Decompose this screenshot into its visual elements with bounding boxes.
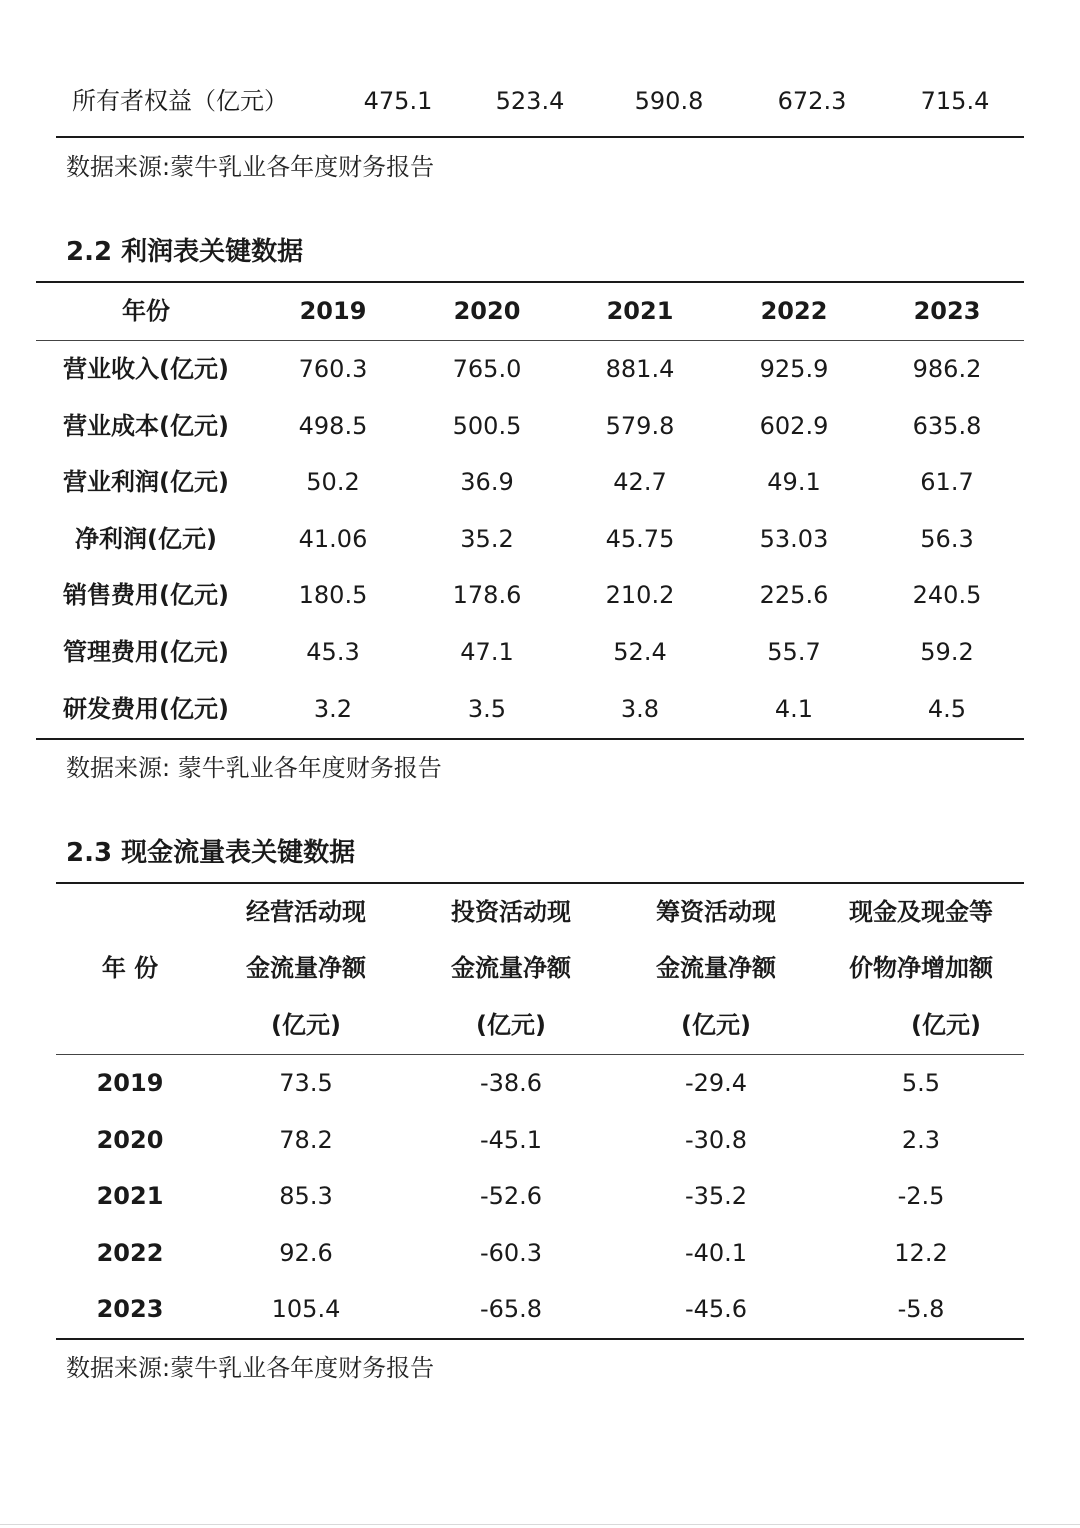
cashflow-cell: 12.2 bbox=[894, 1239, 948, 1267]
cashflow-header-year: 年 份 bbox=[101, 954, 159, 982]
income-cell: 4.5 bbox=[927, 695, 967, 723]
equity-table-bottom-rule bbox=[56, 136, 1024, 138]
cashflow-header-net-increase: (亿元) bbox=[911, 1011, 981, 1039]
income-cell: 635.8 bbox=[912, 412, 982, 440]
cashflow-row-year: 2020 bbox=[96, 1126, 164, 1154]
income-cell: 59.2 bbox=[920, 638, 974, 666]
cashflow-row-year: 2021 bbox=[96, 1182, 164, 1210]
income-cell: 180.5 bbox=[298, 581, 368, 609]
income-cell: 579.8 bbox=[605, 412, 675, 440]
cashflow-header-investing: 金流量净额 bbox=[451, 954, 571, 982]
cashflow-header-net-increase: 价物净增加额 bbox=[849, 954, 993, 982]
income-cell: 881.4 bbox=[605, 355, 675, 383]
cashflow-header-financing: 金流量净额 bbox=[656, 954, 776, 982]
income-cell: 3.8 bbox=[620, 695, 660, 723]
cashflow-cell: 85.3 bbox=[279, 1182, 333, 1210]
cashflow-cell: -35.2 bbox=[684, 1182, 748, 1210]
income-cell: 498.5 bbox=[298, 412, 368, 440]
income-cell: 52.4 bbox=[613, 638, 667, 666]
equity-value-2020: 523.4 bbox=[495, 87, 565, 115]
income-header-2019: 2019 bbox=[299, 297, 367, 325]
income-cell: 925.9 bbox=[759, 355, 829, 383]
income-table-top-rule bbox=[36, 281, 1024, 283]
cashflow-header-financing: 筹资活动现 bbox=[656, 898, 776, 926]
source-note-2: 数据来源: 蒙牛乳业各年度财务报告 bbox=[66, 754, 442, 782]
cashflow-cell: -29.4 bbox=[684, 1069, 748, 1097]
equity-value-2019: 475.1 bbox=[363, 87, 433, 115]
cashflow-table-bottom-rule bbox=[56, 1338, 1024, 1340]
cashflow-cell: -2.5 bbox=[897, 1182, 945, 1210]
cashflow-cell: -45.6 bbox=[684, 1295, 748, 1323]
cashflow-row-year: 2022 bbox=[96, 1239, 164, 1267]
cashflow-header-investing: 投资活动现 bbox=[451, 898, 571, 926]
income-cell: 602.9 bbox=[759, 412, 829, 440]
cashflow-header-net-increase: 现金及现金等 bbox=[849, 898, 993, 926]
cashflow-cell: -65.8 bbox=[479, 1295, 543, 1323]
income-cell: 55.7 bbox=[767, 638, 821, 666]
source-note-3: 数据来源:蒙牛乳业各年度财务报告 bbox=[66, 1354, 435, 1382]
income-cell: 765.0 bbox=[452, 355, 522, 383]
income-row-label: 营业收入(亿元) bbox=[63, 355, 229, 383]
equity-row-label: 所有者权益（亿元） bbox=[72, 87, 288, 115]
cashflow-cell: 105.4 bbox=[271, 1295, 341, 1323]
income-cell: 41.06 bbox=[298, 525, 368, 553]
income-cell: 500.5 bbox=[452, 412, 522, 440]
income-header-rule bbox=[36, 340, 1024, 341]
equity-value-2021: 590.8 bbox=[634, 87, 704, 115]
income-header-2020: 2020 bbox=[453, 297, 521, 325]
cashflow-cell: 5.5 bbox=[901, 1069, 941, 1097]
income-cell: 61.7 bbox=[920, 468, 974, 496]
income-header-2021: 2021 bbox=[606, 297, 674, 325]
income-cell: 49.1 bbox=[767, 468, 821, 496]
cashflow-cell: 92.6 bbox=[279, 1239, 333, 1267]
income-table-bottom-rule bbox=[36, 738, 1024, 740]
income-row-label: 研发费用(亿元) bbox=[63, 695, 229, 723]
cashflow-cell: -30.8 bbox=[684, 1126, 748, 1154]
income-header-2023: 2023 bbox=[913, 297, 981, 325]
cashflow-table-top-rule bbox=[56, 882, 1024, 884]
income-row-label: 管理费用(亿元) bbox=[63, 638, 229, 666]
income-row-label: 销售费用(亿元) bbox=[63, 581, 229, 609]
income-header-2022: 2022 bbox=[760, 297, 828, 325]
income-row-label: 净利润(亿元) bbox=[75, 525, 217, 553]
income-cell: 178.6 bbox=[452, 581, 522, 609]
cashflow-cell: -5.8 bbox=[897, 1295, 945, 1323]
cashflow-row-year: 2023 bbox=[96, 1295, 164, 1323]
income-cell: 4.1 bbox=[774, 695, 814, 723]
cashflow-cell: -52.6 bbox=[479, 1182, 543, 1210]
cashflow-cell: -40.1 bbox=[684, 1239, 748, 1267]
income-cell: 42.7 bbox=[613, 468, 667, 496]
income-header-year: 年份 bbox=[122, 297, 170, 325]
income-cell: 50.2 bbox=[306, 468, 360, 496]
cashflow-header-operating: 金流量净额 bbox=[246, 954, 366, 982]
cashflow-cell: 73.5 bbox=[279, 1069, 333, 1097]
income-cell: 240.5 bbox=[912, 581, 982, 609]
cashflow-cell: -45.1 bbox=[479, 1126, 543, 1154]
cashflow-header-rule bbox=[56, 1054, 1024, 1055]
cashflow-row-year: 2019 bbox=[96, 1069, 164, 1097]
income-cell: 45.75 bbox=[605, 525, 675, 553]
page-bottom-divider bbox=[0, 1524, 1080, 1525]
income-cell: 210.2 bbox=[605, 581, 675, 609]
income-cell: 56.3 bbox=[920, 525, 974, 553]
income-cell: 225.6 bbox=[759, 581, 829, 609]
cashflow-cell: 78.2 bbox=[279, 1126, 333, 1154]
source-note-1: 数据来源:蒙牛乳业各年度财务报告 bbox=[66, 153, 435, 181]
cashflow-cell: 2.3 bbox=[901, 1126, 941, 1154]
cashflow-cell: -60.3 bbox=[479, 1239, 543, 1267]
income-section-heading: 2.2 利润表关键数据 bbox=[66, 237, 304, 267]
income-row-label: 营业成本(亿元) bbox=[63, 412, 229, 440]
cashflow-header-investing: (亿元) bbox=[476, 1011, 546, 1039]
income-cell: 45.3 bbox=[306, 638, 360, 666]
income-cell: 3.5 bbox=[467, 695, 507, 723]
cashflow-section-heading: 2.3 现金流量表关键数据 bbox=[66, 838, 356, 868]
cashflow-header-operating: 经营活动现 bbox=[246, 898, 366, 926]
income-cell: 760.3 bbox=[298, 355, 368, 383]
income-cell: 35.2 bbox=[460, 525, 514, 553]
income-cell: 53.03 bbox=[759, 525, 829, 553]
cashflow-header-operating: (亿元) bbox=[271, 1011, 341, 1039]
cashflow-header-financing: (亿元) bbox=[681, 1011, 751, 1039]
equity-value-2023: 715.4 bbox=[920, 87, 990, 115]
income-cell: 47.1 bbox=[460, 638, 514, 666]
income-cell: 36.9 bbox=[460, 468, 514, 496]
income-cell: 3.2 bbox=[313, 695, 353, 723]
equity-value-2022: 672.3 bbox=[777, 87, 847, 115]
income-row-label: 营业利润(亿元) bbox=[63, 468, 229, 496]
cashflow-cell: -38.6 bbox=[479, 1069, 543, 1097]
income-cell: 986.2 bbox=[912, 355, 982, 383]
